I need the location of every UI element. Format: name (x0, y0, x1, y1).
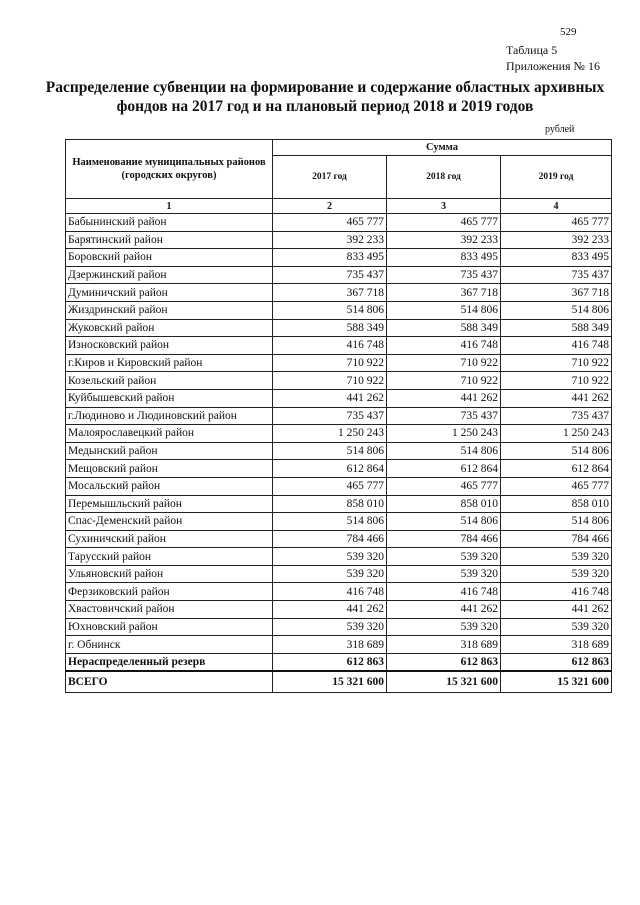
value-2017: 539 320 (273, 565, 387, 583)
district-name: Износковский район (66, 337, 273, 355)
value-2017: 514 806 (273, 513, 387, 531)
value-2018: 416 748 (387, 337, 501, 355)
value-2018: 15 321 600 (387, 671, 501, 693)
value-2019: 514 806 (501, 513, 612, 531)
header-2018: 2018 год (387, 156, 501, 199)
value-2019: 465 777 (501, 214, 612, 232)
header-2017: 2017 год (273, 156, 387, 199)
district-name: ВСЕГО (66, 671, 273, 693)
value-2019: 539 320 (501, 548, 612, 566)
page-number: 529 (560, 26, 577, 38)
value-2018: 465 777 (387, 214, 501, 232)
district-name: Мосальский район (66, 477, 273, 495)
caption-table-number: Таблица 5 (505, 43, 558, 57)
district-name: Тарусский район (66, 548, 273, 566)
caption-appendix: Приложения № 16 (505, 59, 600, 73)
value-2017: 392 233 (273, 231, 387, 249)
value-2018: 416 748 (387, 583, 501, 601)
value-2019: 514 806 (501, 301, 612, 319)
district-name: Перемышльский район (66, 495, 273, 513)
value-2017: 710 922 (273, 354, 387, 372)
value-2019: 588 349 (501, 319, 612, 337)
district-name: Дзержинский район (66, 266, 273, 284)
table-row (66, 583, 612, 601)
district-name: Боровский район (66, 249, 273, 267)
value-2017: 416 748 (273, 337, 387, 355)
value-2019: 392 233 (501, 231, 612, 249)
total-row (66, 671, 612, 693)
table-row (66, 372, 612, 390)
district-name: Куйбышевский район (66, 389, 273, 407)
value-2018: 539 320 (387, 565, 501, 583)
table-row (66, 618, 612, 636)
table-caption (506, 42, 600, 74)
value-2019: 465 777 (501, 477, 612, 495)
value-2017: 539 320 (273, 618, 387, 636)
value-2018: 465 777 (387, 477, 501, 495)
table-body (66, 214, 612, 693)
district-name: Жуковский район (66, 319, 273, 337)
value-2019: 416 748 (501, 337, 612, 355)
value-2018: 514 806 (387, 442, 501, 460)
header-col-number-2: 2 (273, 199, 387, 214)
value-2017: 465 777 (273, 214, 387, 232)
value-2018: 612 863 (387, 653, 501, 671)
district-name: Бабынинский район (66, 214, 273, 232)
value-2017: 784 466 (273, 530, 387, 548)
value-2017: 441 262 (273, 389, 387, 407)
value-2019: 367 718 (501, 284, 612, 302)
table-row (66, 460, 612, 478)
value-2018: 539 320 (387, 618, 501, 636)
value-2019: 15 321 600 (501, 671, 612, 693)
value-2017: 735 437 (273, 407, 387, 425)
district-name: Ферзиковский район (66, 583, 273, 601)
table-row (66, 319, 612, 337)
value-2018: 441 262 (387, 601, 501, 619)
value-2017: 858 010 (273, 495, 387, 513)
value-2018: 612 864 (387, 460, 501, 478)
table-row (66, 266, 612, 284)
value-2017: 318 689 (273, 636, 387, 654)
document-title (40, 78, 610, 116)
value-2017: 539 320 (273, 548, 387, 566)
table-row (66, 548, 612, 566)
value-2019: 710 922 (501, 354, 612, 372)
value-2019: 318 689 (501, 636, 612, 654)
district-name: Нераспределенный резерв (66, 653, 273, 671)
value-2019: 735 437 (501, 407, 612, 425)
value-2017: 367 718 (273, 284, 387, 302)
table-row (66, 601, 612, 619)
value-2017: 1 250 243 (273, 425, 387, 443)
header-name-column: Наименование муниципальных районов (городских округов) (66, 140, 273, 199)
value-2018: 735 437 (387, 407, 501, 425)
value-2018: 441 262 (387, 389, 501, 407)
table-row (66, 231, 612, 249)
value-2019: 441 262 (501, 601, 612, 619)
district-name: Жиздринский район (66, 301, 273, 319)
district-name: г. Обнинск (66, 636, 273, 654)
value-2018: 514 806 (387, 301, 501, 319)
value-2017: 514 806 (273, 442, 387, 460)
district-name: г.Киров и Кировский район (66, 354, 273, 372)
table-row (66, 565, 612, 583)
table-row (66, 513, 612, 531)
district-name: Малоярославецкий район (66, 425, 273, 443)
value-2017: 588 349 (273, 319, 387, 337)
district-name: Мещовский район (66, 460, 273, 478)
header-col-number-3: 3 (387, 199, 501, 214)
value-2018: 710 922 (387, 354, 501, 372)
value-2019: 514 806 (501, 442, 612, 460)
title-line-2: фондов на 2017 год и на плановый период 2018 и 2019 годов (116, 98, 534, 115)
table-row (66, 337, 612, 355)
district-name: г.Людиново и Людиновский район (66, 407, 273, 425)
value-2019: 539 320 (501, 618, 612, 636)
units-label: рублей (545, 124, 575, 135)
value-2018: 539 320 (387, 548, 501, 566)
value-2019: 784 466 (501, 530, 612, 548)
value-2017: 735 437 (273, 266, 387, 284)
value-2019: 735 437 (501, 266, 612, 284)
value-2019: 612 863 (501, 653, 612, 671)
value-2018: 1 250 243 (387, 425, 501, 443)
district-name: Барятинский район (66, 231, 273, 249)
value-2018: 392 233 (387, 231, 501, 249)
value-2019: 441 262 (501, 389, 612, 407)
value-2019: 539 320 (501, 565, 612, 583)
table-row (66, 530, 612, 548)
district-name: Сухиничский район (66, 530, 273, 548)
table-row (66, 249, 612, 267)
table-row (66, 636, 612, 654)
table-row (66, 389, 612, 407)
district-name: Думиничский район (66, 284, 273, 302)
district-name: Козельский район (66, 372, 273, 390)
table-row (66, 214, 612, 232)
header-sum: Сумма (273, 140, 612, 156)
value-2018: 735 437 (387, 266, 501, 284)
table-row (66, 495, 612, 513)
table-row (66, 407, 612, 425)
value-2019: 858 010 (501, 495, 612, 513)
table-row (66, 425, 612, 443)
table-row (66, 284, 612, 302)
value-2017: 833 495 (273, 249, 387, 267)
value-2017: 710 922 (273, 372, 387, 390)
value-2017: 416 748 (273, 583, 387, 601)
district-name: Хвастовичский район (66, 601, 273, 619)
value-2017: 15 321 600 (273, 671, 387, 693)
value-2018: 784 466 (387, 530, 501, 548)
header-2019: 2019 год (501, 156, 612, 199)
value-2019: 1 250 243 (501, 425, 612, 443)
value-2017: 465 777 (273, 477, 387, 495)
district-name: Спас-Деменский район (66, 513, 273, 531)
value-2018: 858 010 (387, 495, 501, 513)
value-2017: 612 863 (273, 653, 387, 671)
value-2017: 441 262 (273, 601, 387, 619)
subvention-table (65, 139, 612, 693)
value-2018: 514 806 (387, 513, 501, 531)
value-2018: 588 349 (387, 319, 501, 337)
district-name: Юхновский район (66, 618, 273, 636)
value-2018: 318 689 (387, 636, 501, 654)
value-2019: 833 495 (501, 249, 612, 267)
title-line-1: Распределение субвенции на формирование и содержание областных архивных (45, 79, 605, 96)
value-2017: 514 806 (273, 301, 387, 319)
district-name: Медынский район (66, 442, 273, 460)
value-2019: 612 864 (501, 460, 612, 478)
table-row (66, 301, 612, 319)
header-col-number-1: 1 (66, 199, 273, 214)
header-col-number-4: 4 (501, 199, 612, 214)
table-row (66, 442, 612, 460)
value-2018: 710 922 (387, 372, 501, 390)
table-row (66, 477, 612, 495)
table-row (66, 354, 612, 372)
value-2018: 367 718 (387, 284, 501, 302)
value-2017: 612 864 (273, 460, 387, 478)
reserve-row (66, 653, 612, 671)
value-2018: 833 495 (387, 249, 501, 267)
value-2019: 710 922 (501, 372, 612, 390)
district-name: Ульяновский район (66, 565, 273, 583)
value-2019: 416 748 (501, 583, 612, 601)
